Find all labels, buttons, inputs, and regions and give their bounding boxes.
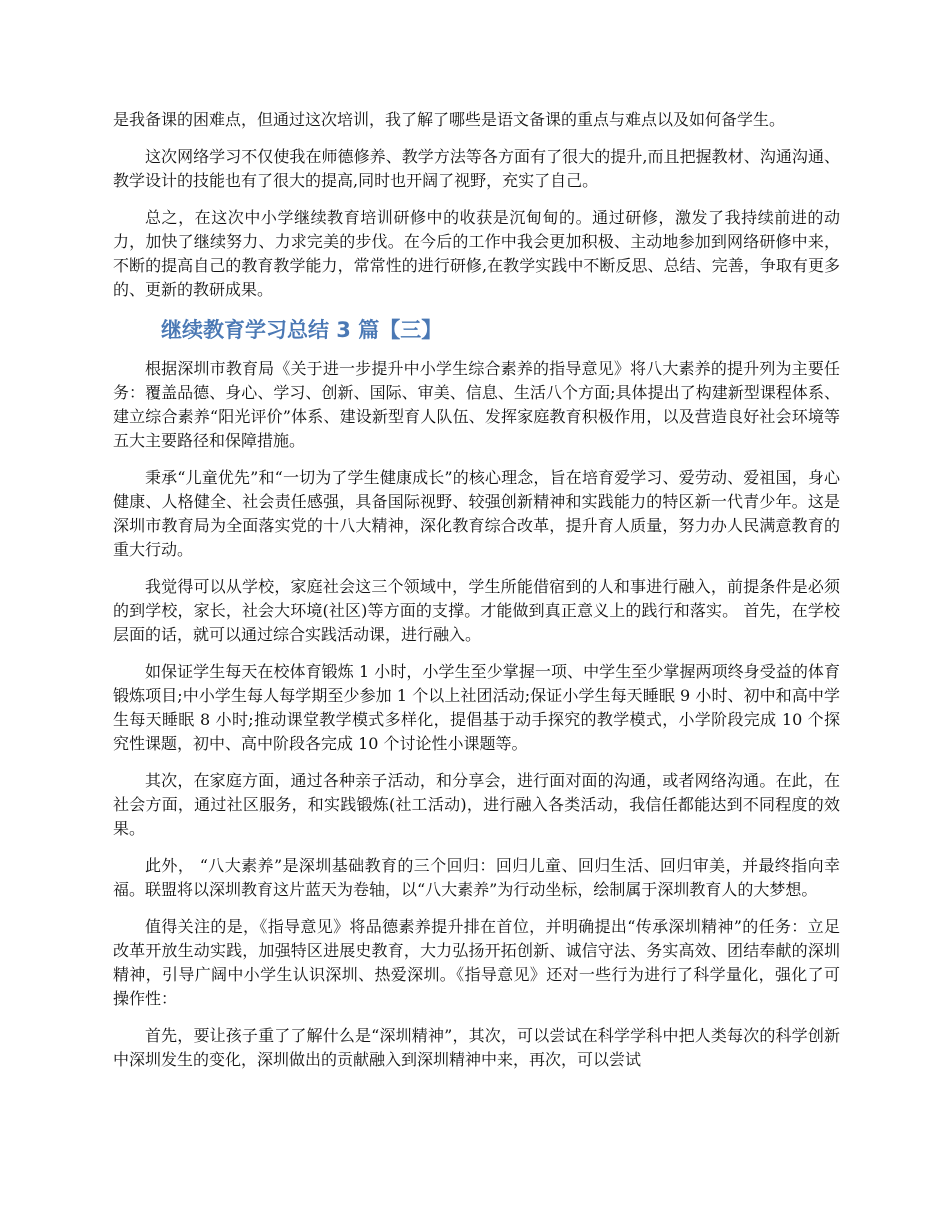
paragraph: 这次网络学习不仅使我在师德修养、教学方法等各方面有了很大的提升,而且把握教材、沟通沟通、教学设计的技能也有了很大的提高,同时也开阔了视野，充实了自己。: [113, 147, 840, 190]
paragraph-continued: 是我备课的困难点，但通过这次培训，我了解了哪些是语文备课的重点与难点以及如何备学生。: [113, 110, 786, 129]
paragraph: 秉承“儿童优先”和“一切为了学生健康成长”的核心理念，旨在培育爱学习、爱劳动、爱祖国，身心健康、人格健全、社会责任感强，具备国际视野、较强创新精神和实践能力的特区新一代青少年。这是深圳市教育局为全面落实党的十八大精神，深化教育综合改革，提升育人质量，努力办人民满意教育的重大行动。: [113, 468, 840, 559]
paragraph: 首先，要让孩子重了了解什么是“深圳精神”，其次，可以尝试在科学学科中把人类每次的科学创新中深圳发生的变化，深圳做出的贡献融入到深圳精神中来，再次，可以尝试: [113, 1026, 840, 1069]
section-heading: 继续教育学习总结 3 篇【三】: [161, 318, 443, 342]
paragraph: 总之，在这次中小学继续教育培训研修中的收获是沉甸甸的。通过研修，激发了我持续前进的动力，加快了继续努力、力求完美的步伐。在今后的工作中我会更加积极、主动地参加到网络研修中来，不断的提高自己的教育教学能力，常常性的进行研修,在教学实践中不断反思、总结、完善，争取有更多的、更新的教研成果。: [113, 208, 840, 299]
paragraph: 其次，在家庭方面，通过各种亲子活动，和分享会，进行面对面的沟通，或者网络沟通。在此，在社会方面，通过社区服务，和实践锻炼(社工活动)，进行融入各类活动，我信任都能达到不同程度的效果。: [113, 771, 840, 838]
paragraph: 我觉得可以从学校，家庭社会这三个领域中，学生所能借宿到的人和事进行融入，前提条件是必须的到学校，家长，社会大环境(社区)等方面的支撑。才能做到真正意义上的践行和落实。 首先，在学校层面的话，就可以通过综合实践活动课，进行融入。: [113, 577, 840, 644]
paragraph: 值得关注的是，《指导意见》将品德素养提升排在首位，并明确提出“传承深圳精神”的任务：立足改革开放生动实践，加强特区进展史教育，大力弘扬开拓创新、诚信守法、务实高效、团结奉献的深圳精神，引导广阔中小学生认识深圳、热爱深圳。《指导意见》还对一些行为进行了科学量化，强化了可操作性：: [113, 917, 840, 1008]
document-page: [113, 108, 840, 1085]
paragraph: 如保证学生每天在校体育锻炼 1 小时，小学生至少掌握一项、中学生至少掌握两项终身受益的体育锻炼项目;中小学生每人每学期至少参加 1 个以上社团活动;保证小学生每天睡眠 9 小时、初中和高中学生每天睡眠 8 小时;推动课堂教学模式多样化，提倡基于动手探究的教学模式，小学阶段完成 10 个探究性课题，初中、高中阶段各完成 10 个讨论性小课题等。: [113, 662, 840, 753]
paragraph: 此外， “八大素养”是深圳基础教育的三个回归：回归儿童、回归生活、回归审美，并最终指向幸福。联盟将以深圳教育这片蓝天为卷轴，以“八大素养”为行动坐标，绘制属于深圳教育人的大梦想。: [113, 856, 840, 899]
paragraph: 根据深圳市教育局《关于进一步提升中小学生综合素养的指导意见》将八大素养的提升列为主要任务：覆盖品德、身心、学习、创新、国际、审美、信息、生活八个方面;具体提出了构建新型课程体系、建立综合素养“阳光评价”体系、建设新型育人队伍、发挥家庭教育积极作用，以及营造良好社会环境等五大主要路径和保障措施。: [113, 359, 840, 450]
